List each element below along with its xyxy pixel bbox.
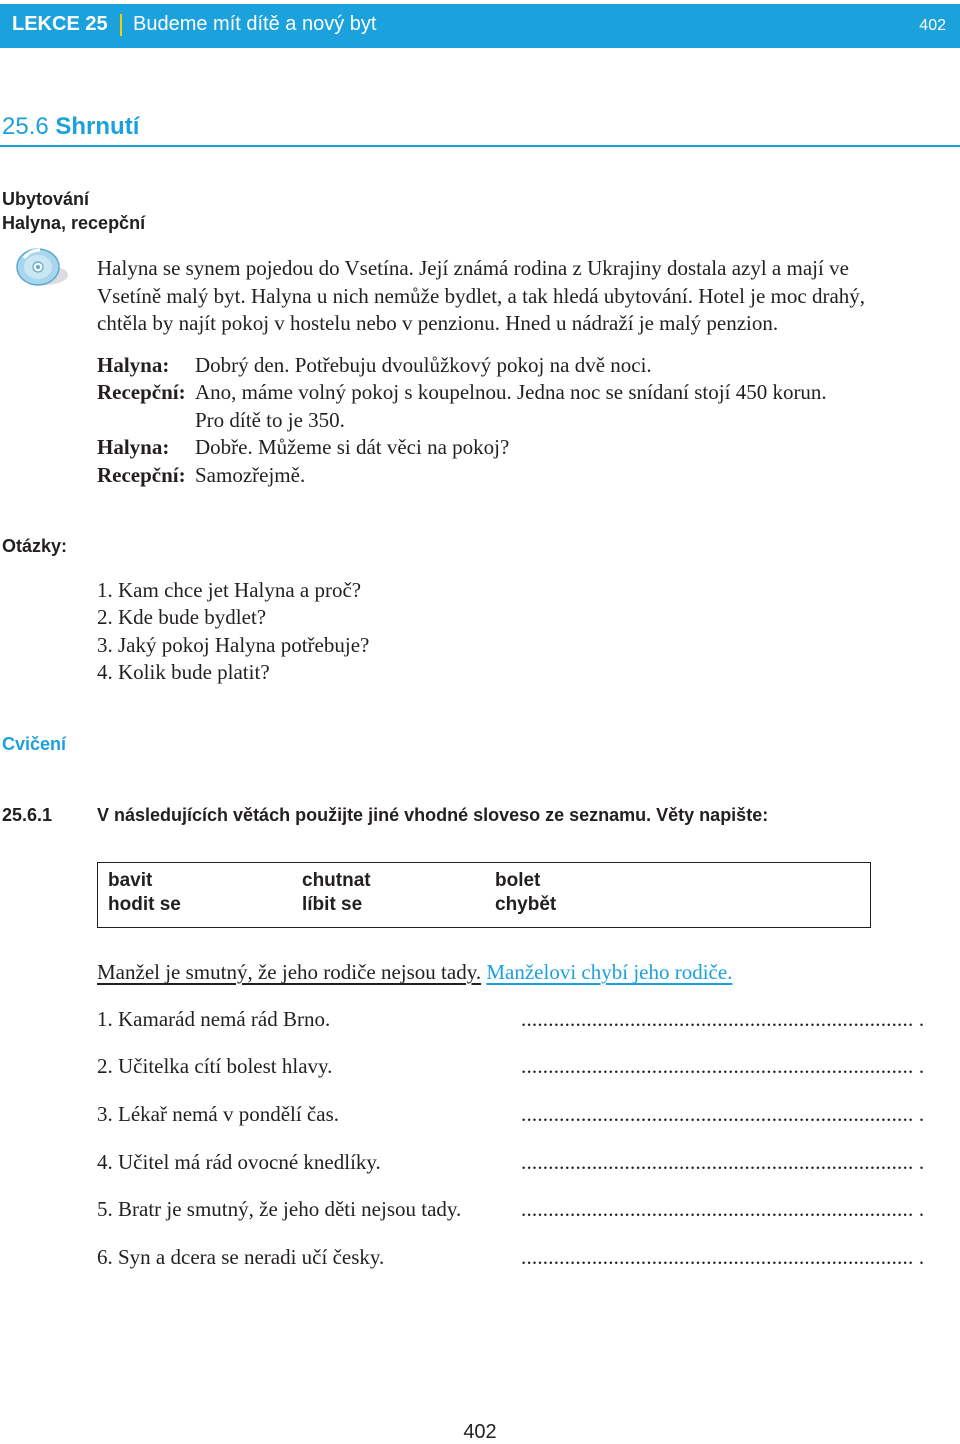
section-heading — [2, 113, 139, 141]
dialogue-speaker: Recepční: — [97, 463, 186, 487]
lesson-label: LEKCE 25 — [12, 13, 108, 35]
exercise-item: 6. Syn a dcera se neradi učí česky. — [97, 1245, 385, 1269]
exercise-number: 25.6.1 — [2, 805, 53, 825]
exercises-heading: Cvičení — [2, 734, 67, 754]
paragraph-line: Halyna se synem pojedou do Vsetína. Její známá rodina z Ukrajiny dostala azyl a mají ve — [97, 256, 849, 280]
question-item: 2. Kde bude bydlet? — [97, 605, 267, 629]
exercise-instruction: V následujících větách použijte jiné vhodné sloveso ze seznamu. Věty napište: — [97, 805, 769, 825]
accommodation-heading: Ubytování — [2, 189, 90, 209]
word-option: bolet — [495, 870, 541, 891]
dialogue-line: Dobře. Můžeme si dát věci na pokoj? — [195, 435, 510, 459]
exercise-item: 2. Učitelka cítí bolest hlavy. — [97, 1054, 333, 1078]
word-option: chybět — [495, 894, 557, 915]
answer-blank[interactable]: ........................................................................ . — [521, 1245, 925, 1269]
dialogue-line: Dobrý den. Potřebuju dvoulůžkový pokoj na dvě noci. — [195, 353, 652, 377]
answer-blank[interactable]: ........................................................................ . — [521, 1054, 925, 1078]
word-option: bavit — [108, 870, 153, 891]
paragraph-line: chtěla by najít pokoj v hostelu nebo v penzionu. Hned u nádraží je malý penzion. — [97, 311, 779, 335]
section-number: 25.6 — [2, 113, 49, 140]
exercise-item: 3. Lékař nemá v pondělí čas. — [97, 1102, 339, 1126]
dialogue-line: Samozřejmě. — [195, 463, 306, 487]
page-number: 402 — [463, 1421, 497, 1443]
word-option: hodit se — [108, 894, 181, 915]
header-separator — [120, 14, 122, 36]
exercise-item: 1. Kamarád nemá rád Brno. — [97, 1007, 331, 1031]
word-option: líbit se — [302, 894, 363, 915]
answer-blank[interactable]: ........................................................................ . — [521, 1102, 925, 1126]
questions-heading: Otázky: — [2, 536, 68, 556]
question-item: 3. Jaký pokoj Halyna potřebuje? — [97, 633, 370, 657]
header-page-number: 402 — [919, 17, 946, 34]
example-sentence: Manžel je smutný, že jeho rodiče nejsou tady. — [97, 960, 482, 984]
exercise-item: 5. Bratr je smutný, že jeho děti nejsou tady. — [97, 1197, 462, 1221]
section-rule — [0, 145, 960, 147]
dialogue-line: Ano, máme volný pokoj s koupelnou. Jedna noc se snídaní stojí 450 korun. — [195, 380, 827, 404]
question-item: 4. Kolik bude platit? — [97, 660, 270, 684]
exercise-item: 4. Učitel má rád ovocné knedlíky. — [97, 1150, 381, 1174]
lesson-title: Budeme mít dítě a nový byt — [133, 13, 377, 35]
answer-blank[interactable]: ........................................................................ . — [521, 1197, 925, 1221]
dialogue-line: Pro dítě to je 350. — [195, 408, 345, 432]
word-list-box — [97, 862, 871, 928]
accommodation-paragraph — [97, 255, 957, 338]
paragraph-line: Vsetíně malý byt. Halyna u nich nemůže bydlet, a tak hledá ubytování. Hotel je moc drahý, — [97, 283, 866, 308]
example-line — [97, 960, 732, 985]
section-title: Shrnutí — [55, 113, 140, 140]
dialogue-speaker: Halyna: — [97, 353, 170, 377]
accommodation-subheading: Halyna, recepční — [2, 213, 146, 233]
answer-blank[interactable]: ........................................................................ . — [521, 1150, 925, 1174]
example-answer: Manželovi chybí jeho rodiče. — [486, 960, 733, 984]
answer-blank[interactable]: ........................................................................ . — [521, 1007, 925, 1031]
audio-cd-icon[interactable] — [14, 244, 70, 290]
word-option: chutnat — [302, 870, 371, 891]
question-item: 1. Kam chce jet Halyna a proč? — [97, 578, 362, 602]
dialogue-speaker: Halyna: — [97, 435, 170, 459]
dialogue-speaker: Recepční: — [97, 380, 186, 404]
